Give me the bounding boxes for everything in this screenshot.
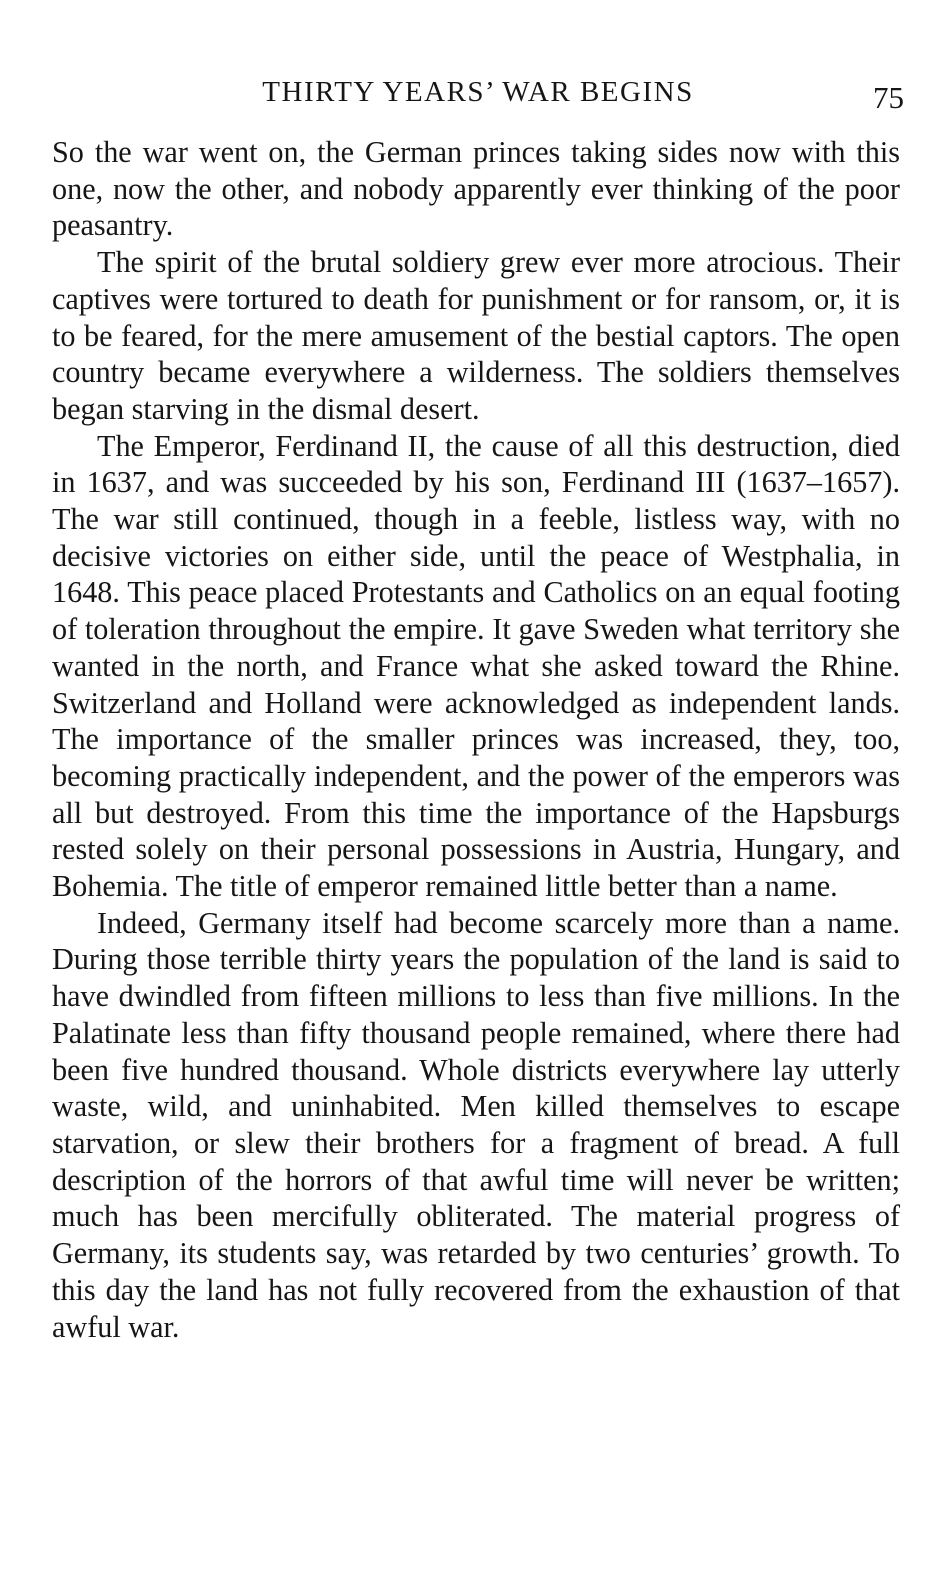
- page-number: 75: [873, 80, 904, 115]
- paragraph-2: The spirit of the brutal soldiery grew ever more atrocious. Their captives were tortured to death for punishment or for ransom, or, it is to be feared, for the mere amusement of the bestial captors. The open country became everywhere a wilderness. The soldiers themselves began starving in the dismal desert.: [52, 245, 900, 426]
- body-text: [52, 134, 900, 1345]
- paragraph-3: The Emperor, Ferdinand II, the cause of all this destruction, died in 1637, and was succeeded by his son, Ferdinand III (1637–1657). The war still continued, though in a feeble, listless way, with no decisive victories on either side, until the peace of Westphalia, in 1648. This peace placed Protestants and Catholics on an equal footing of toleration throughout the empire. It gave Sweden what territory she wanted in the north, and France what she asked toward the Rhine. Switzerland and Holland were acknowledged as independent lands. The importance of the smaller princes was increased, they, too, becoming practically independent, and the power of the emperors was all but destroyed. From this time the importance of the Hapsburgs rested solely on their personal possessions in Austria, Hungary, and Bohemia. The title of emperor remained little better than a name.: [52, 428, 900, 904]
- running-title: THIRTY YEARS’ WAR BEGINS: [262, 76, 694, 108]
- paragraph-4: Indeed, Germany itself had become scarcely more than a name. During those terrible thirty years the population of the land is said to have dwindled from fifteen millions to less than five millions. In the Palatinate less than fifty thousand people remained, where there had been five hundred thousand. Whole districts everywhere lay utterly waste, wild, and uninhabited. Men killed themselves to escape starvation, or slew their brothers for a fragment of bread. A full description of the horrors of that awful time will never be written; much has been mercifully obliterated. The material progress of Germany, its students say, was retarded by two centuries’ growth. To this day the land has not fully recovered from the exhaustion of that awful war.: [52, 905, 900, 1344]
- paragraph-1: So the war went on, the German princes taking sides now with this one, now the other, and nobody apparently ever thinking of the poor peasantry.: [52, 135, 900, 243]
- page-header: [52, 72, 904, 115]
